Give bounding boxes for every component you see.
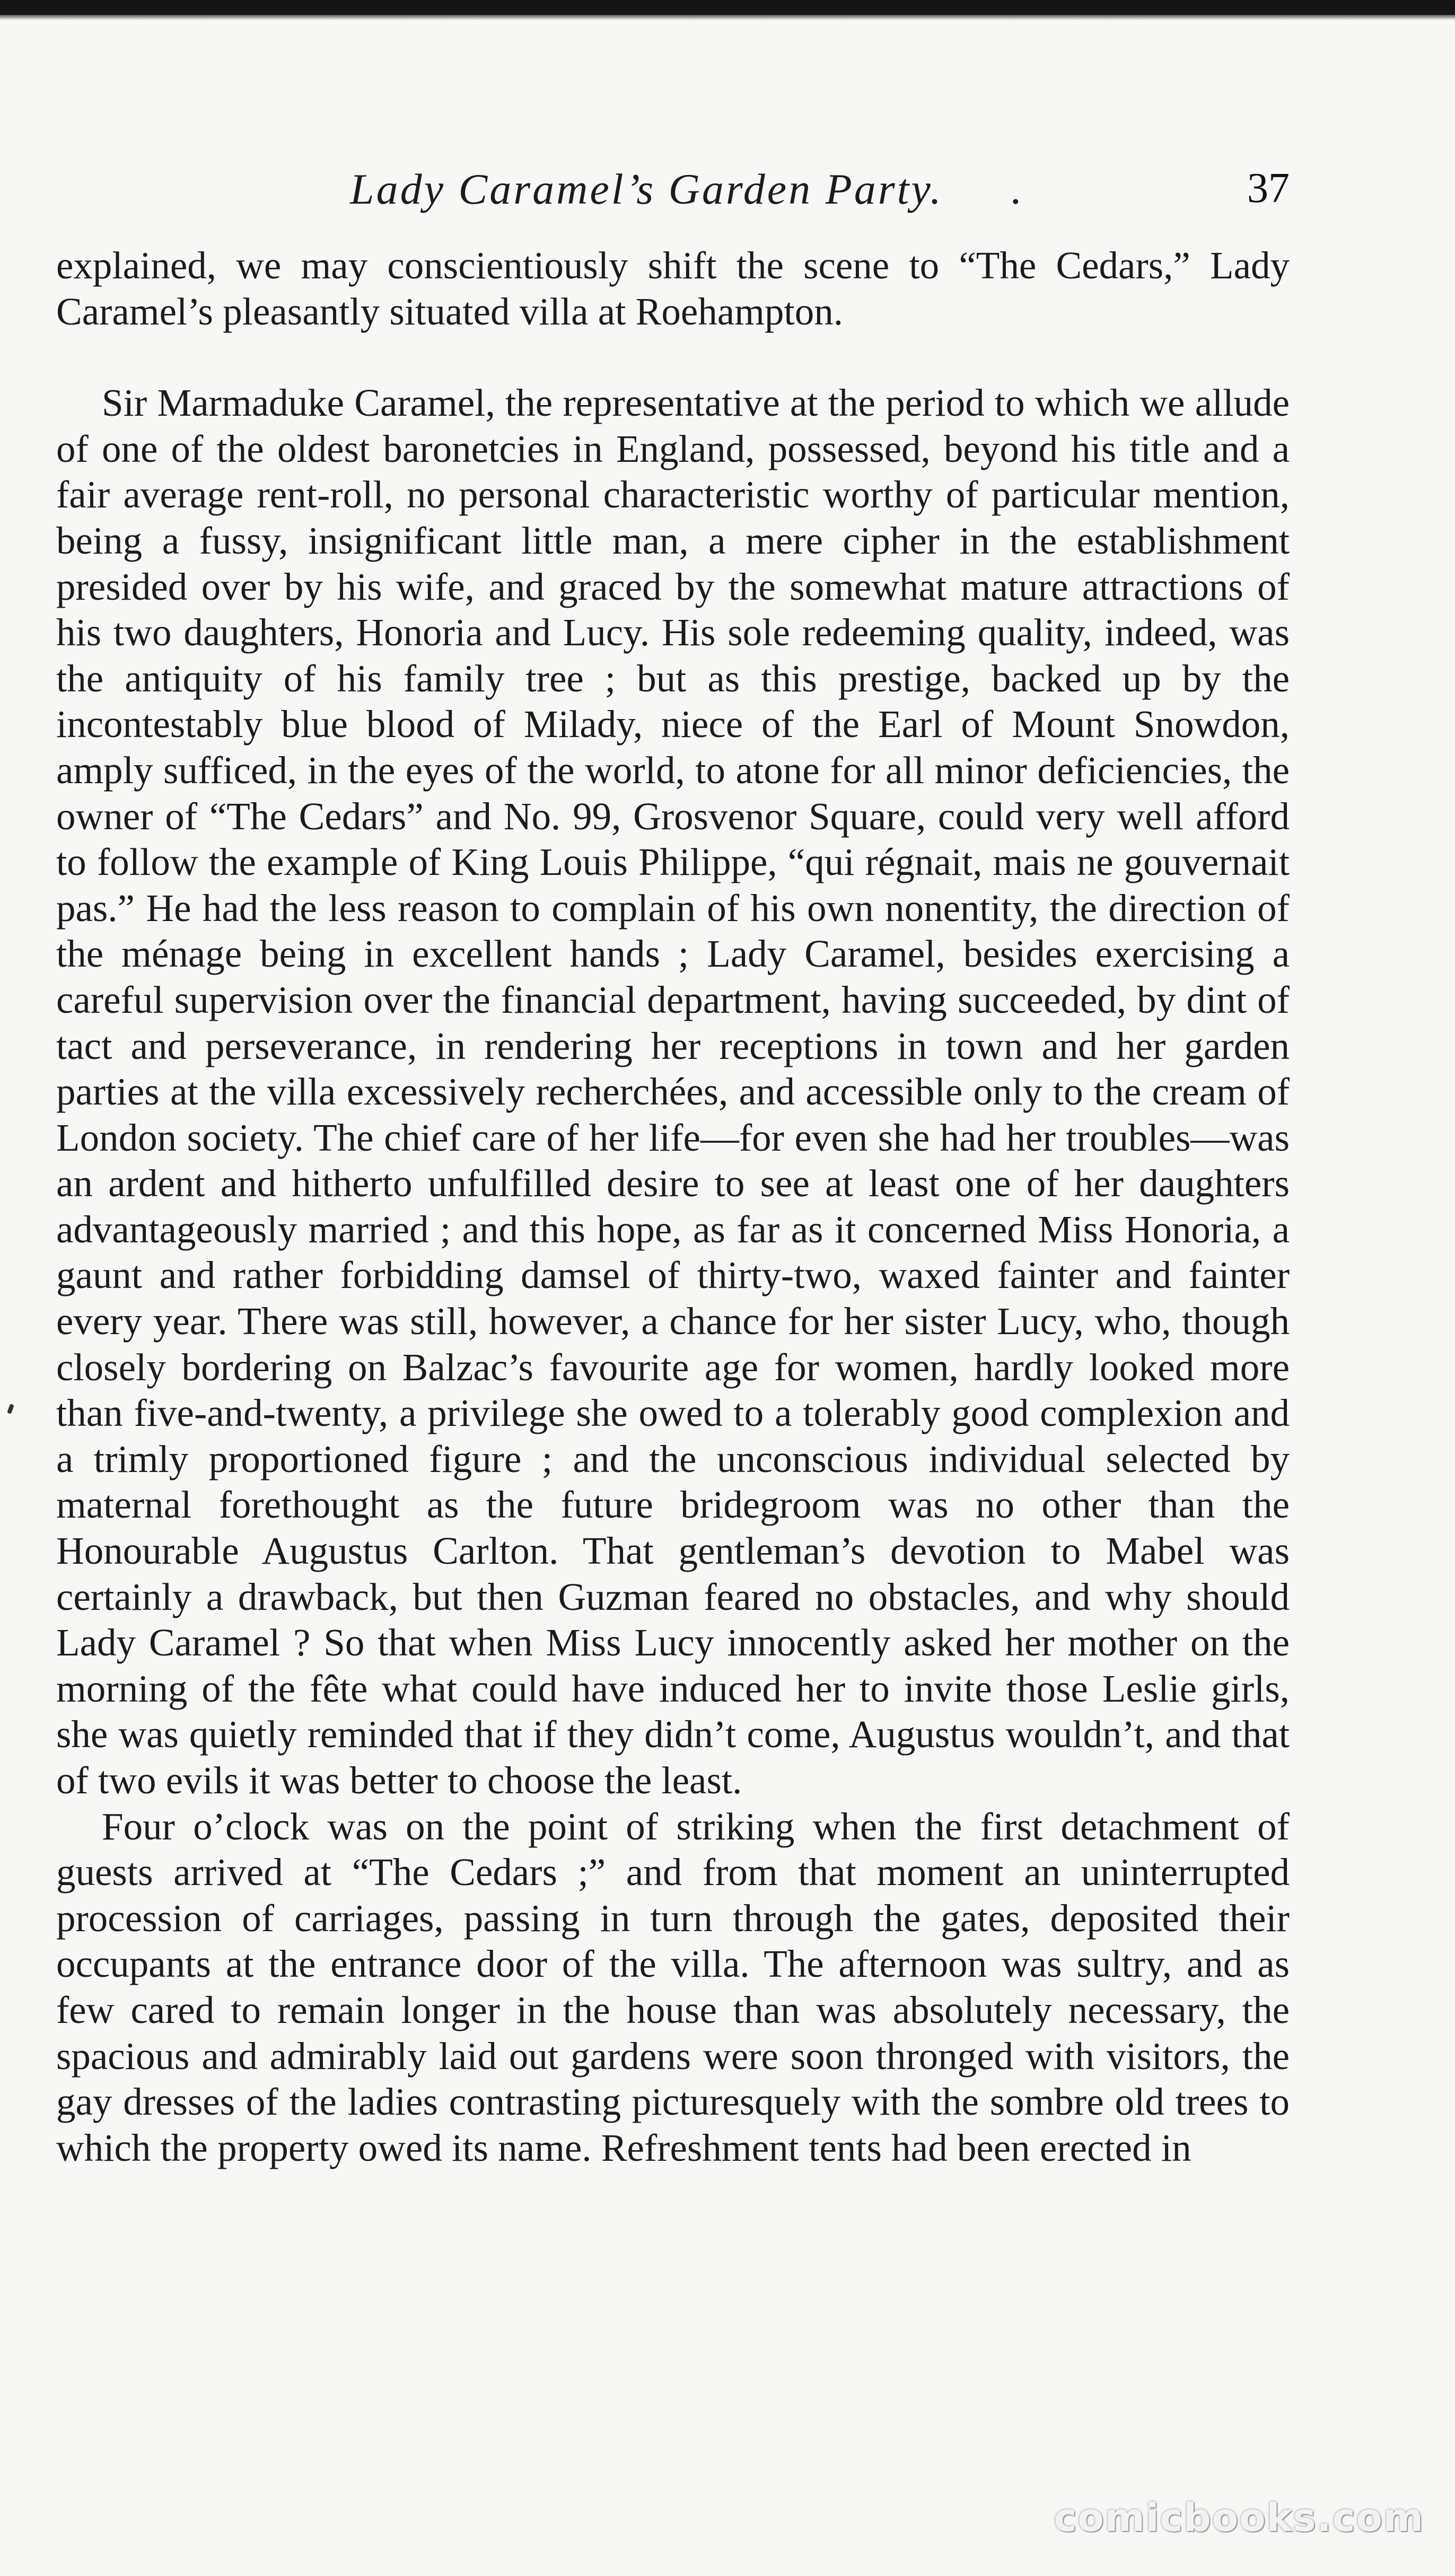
running-head-separator: . — [1010, 165, 1021, 213]
running-head — [0, 159, 1455, 228]
margin-ink-mark — [7, 1404, 14, 1414]
body-text — [56, 243, 1290, 2171]
scan-edge-shadow — [0, 15, 1455, 20]
running-title: Lady Caramel’s Garden Party. — [350, 165, 943, 213]
paragraph-sir-marmaduke: Sir Marmaduke Caramel, the representative at the period to which we allude of one of the oldest baronetcies in England, possessed, beyond his title and a fair average rent-roll, no personal characteristic worthy of particular mention, being a fussy, insignificant little man, a mere cipher in the establishment presided over by his wife, and graced by the somewhat mature attractions of his two daughters, Honoria and Lucy. His sole redeeming quality, indeed, was the antiquity of his family tree ; but as this prestige, backed up by the incontestably blue blood of Milady, niece of the Earl of Mount Snowdon, amply sufficed, in the eyes of the world, to atone for all minor deficiencies, the owner of “The Cedars” and No. 99, Grosvenor Square, could very well afford to follow the example of King Louis Philippe, “qui régnait, mais ne gouvernait pas.” He had the less reason to complain of his own nonentity, the direction of the ménage being in excellent hands ; Lady Caramel, besides exercising a careful supervision over the financial department, having succeeded, by dint of tact and perseverance, in rendering her receptions in town and her garden parties at the villa excessively recherchées, and accessible only to the cream of London society. The chief care of her life—for even she had her troubles—was an ardent and hitherto unfulfilled desire to see at least one of her daughters advantageously married ; and this hope, as far as it concerned Miss Honoria, a gaunt and rather forbidding damsel of thirty-two, waxed fainter and fainter every year. There was still, however, a chance for her sister Lucy, who, though closely bordering on Balzac’s favourite age for women, hardly looked more than five-and-twenty, a privilege she owed to a tolerably good complexion and a trimly proportioned figure ; and the unconscious individual selected by maternal forethought as the future bridegroom was no other than the Honourable Augustus Carlton. That gentleman’s devotion to Mabel was certainly a drawback, but then Guzman feared no obstacles, and why should Lady Caramel ? So that when Miss Lucy innocently asked her mother on the morning of the fête what could have induced her to invite those Leslie girls, she was quietly reminded that if they didn’t come, Augustus wouldn’t, and that of two evils it was better to choose the least. — [56, 381, 1290, 1802]
paragraph-four-oclock: Four o’clock was on the point of striking when the first detachment of guests arrived at “The Cedars ;” and from that moment an uninterrupted procession of carriages, passing in turn through the gates, deposited their occupants at the entrance door of the villa. The afternoon was sultry, and as few cared to remain longer in the house than was absolutely necessary, the spacious and admirably laid out gardens were soon thronged with visitors, the gay dresses of the ladies contrasting picturesquely with the sombre old trees to which the property owed its name. Refreshment tents had been erected in — [56, 1804, 1290, 2169]
paragraph-continuation: explained, we may conscientiously shift the scene to “The Cedars,” Lady Caramel’s pleasantly situated villa at Roehampton. — [56, 244, 1290, 333]
page-number: 37 — [1247, 165, 1290, 212]
scan-top-edge — [0, 0, 1455, 15]
watermark: comicbooks.com — [1054, 2495, 1424, 2540]
